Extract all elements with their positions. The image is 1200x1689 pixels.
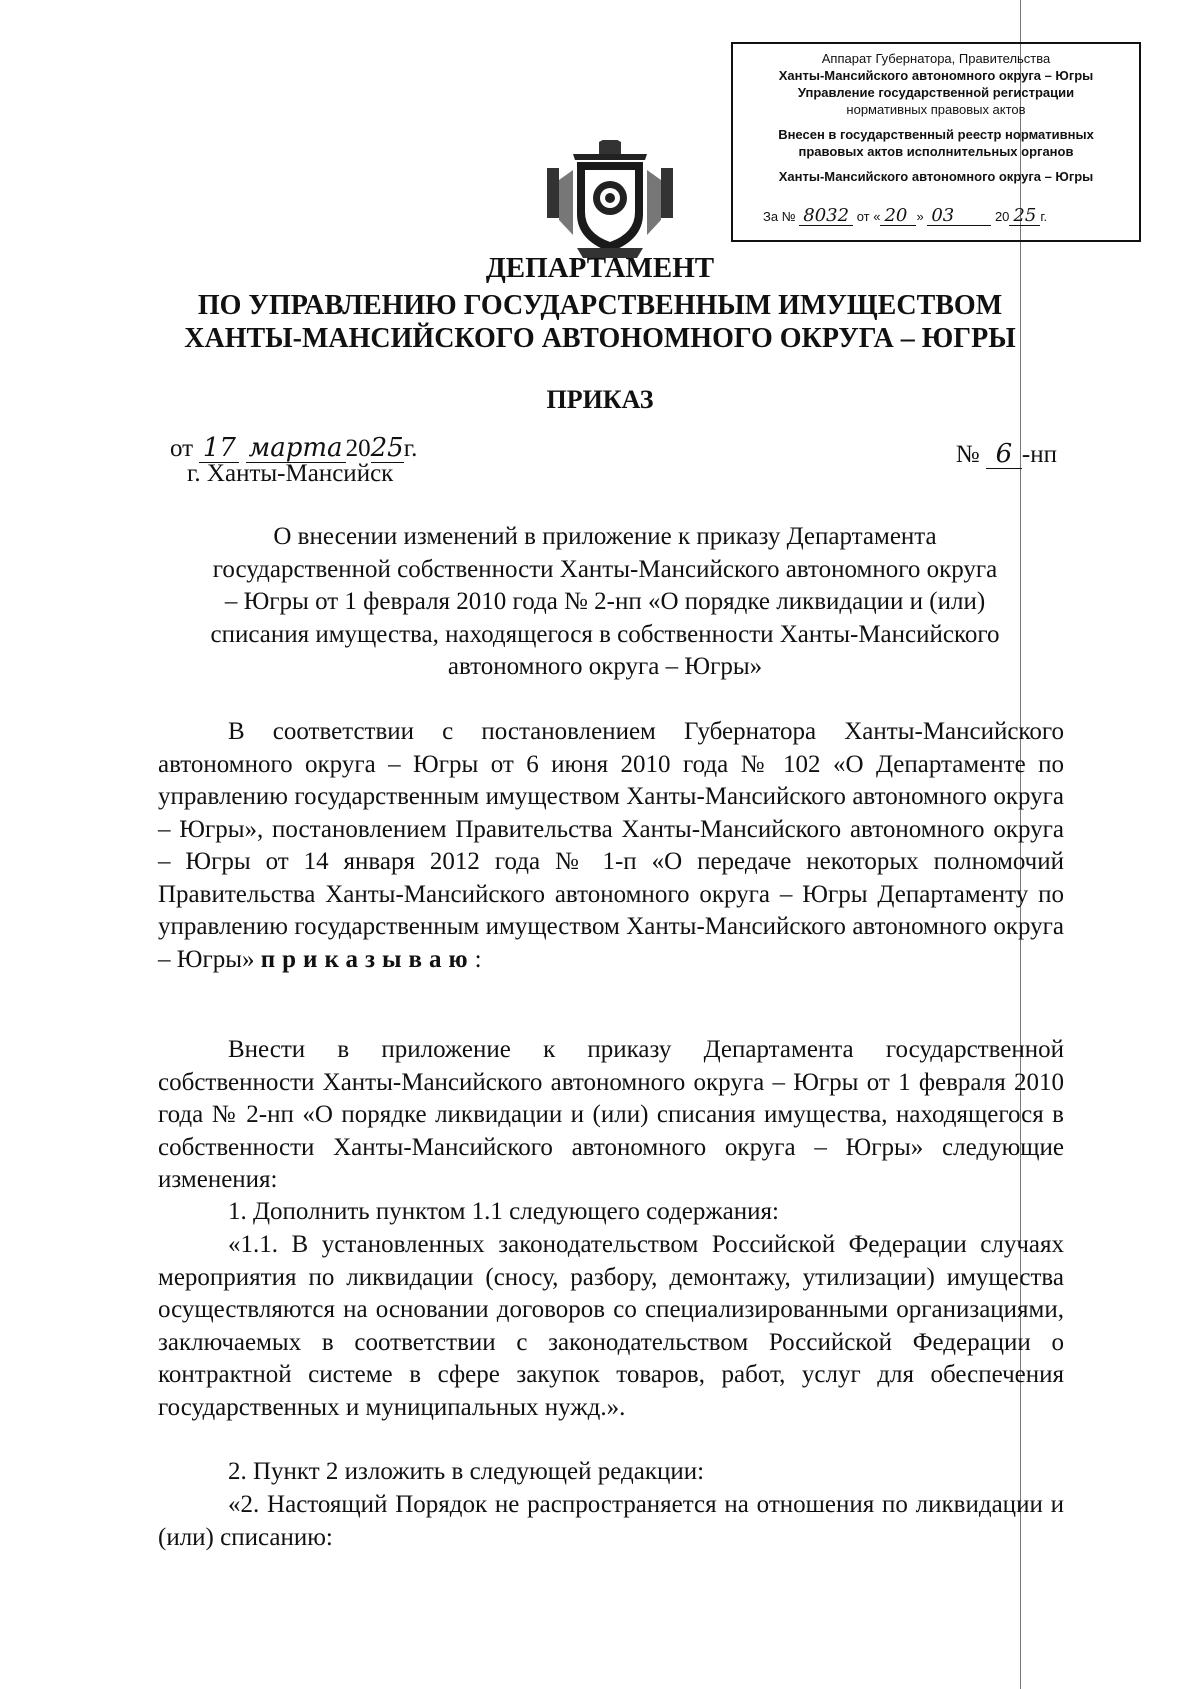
stamp-reg-mid: » [916, 209, 924, 224]
order-word: приказываю [260, 945, 475, 973]
stamp-registration-line [763, 207, 1131, 226]
department-region: ХАНТЫ-МАНСИЙСКОГО АВТОНОМНОГО ОКРУГА – ЮГРЫ [184, 323, 1016, 354]
document-date [170, 434, 417, 463]
date-day: 17 [199, 434, 239, 463]
stamp-reg-day: 20 [880, 207, 916, 226]
document-city: г. Ханты-Мансийск [187, 460, 394, 487]
item-1-text: «1.1. В установленных законодательством Российской Федерации случаях мероприятия по ликвидации (сносу, разбору, демонтажу, утилизации) имущества осуществляются на основании договоров со специализированными организациями, заключаемых в соответствии с законодательством Российской Федерации о контрактной системе в сфере закупок товаров, работ, услуг для обеспечения государственных и муниципальных нужд.». [158, 1231, 1064, 1421]
document-type: ПРИКАЗ [546, 385, 654, 414]
number-suffix: -нп [1021, 441, 1057, 468]
stamp-reg-year-prefix: 20 [994, 209, 1010, 224]
stamp-reg-from: от « [856, 209, 881, 224]
registration-stamp [731, 42, 1141, 242]
date-suffix: г. [403, 435, 418, 462]
stamp-reg-suffix: г. [1040, 209, 1048, 224]
document-number [956, 440, 1057, 469]
date-year-prefix: 20 [345, 435, 371, 462]
item-1-heading: 1. Дополнить пунктом 1.1 следующего содержания: [228, 1198, 779, 1225]
stamp-line: Ханты-Мансийского автономного округа – Югры [778, 169, 1094, 184]
order-colon: : [474, 945, 482, 973]
number-prefix: № [955, 441, 980, 468]
department-title: ДЕПАРТАМЕНТ [485, 252, 715, 284]
stamp-line: Аппарат Губернатора, Правительства [821, 51, 1051, 66]
stamp-reg-number: 8032 [799, 207, 853, 226]
department-subtitle: ПО УПРАВЛЕНИЮ ГОСУДАРСТВЕННЫМ ИМУЩЕСТВОМ [197, 290, 1003, 321]
stamp-line: Ханты-Мансийского автономного округа – Югры [778, 68, 1094, 83]
document-subject: О внесении изменений в приложение к приказу Департамента государственной собственности Ханты-Мансийского автономного округа – Югры от 1 февраля 2010 года № 2-нп «О порядке ликвидации и (или) списания имущества, находящегося в собственности Ханты-Мансийского автономного округа – Югры» [210, 523, 1000, 680]
date-year: 25 [370, 433, 404, 463]
date-prefix: от [170, 435, 194, 462]
stamp-reg-month: 03 [927, 207, 991, 226]
stamp-reg-prefix: За № [763, 209, 796, 224]
intro-paragraph: Внести в приложение к приказу Департамента государственной собственности Ханты-Мансийского автономного округа – Югры от 1 февраля 2010 года № 2-нп «О порядке ликвидации и (или) списания имущества, находящегося в собственности Ханты-Мансийского автономного округа – Югры» следующие изменения: [158, 1036, 1064, 1193]
preamble-text: В соответствии с постановлением Губернатора Ханты-Мансийского автономного округа – Югры от 6 июня 2010 года № 102 «О Департаменте по управлению государственным имуществом Ханты-Мансийского автономного округа – Югры», постановлением Правительства Ханты-Мансийского автономного округа – Югры от 14 января 2012 года № 1-п «О передаче некоторых полномочий Правительства Ханты-Мансийского автономного округа – Югры Департаменту по управлению государственным имуществом Ханты-Мансийского автономного округа – Югры» [158, 718, 1064, 973]
date-month: марта [246, 434, 346, 463]
stamp-line: Управление государственной регистрации [797, 85, 1075, 100]
item-2-text: «2. Настоящий Порядок не распространяется на отношения по ликвидации и (или) списанию: [158, 1491, 1064, 1551]
stamp-line: правовых актов исполнительных органов [798, 144, 1074, 159]
stamp-reg-year: 25 [1009, 207, 1040, 226]
item-2-heading: 2. Пункт 2 изложить в следующей редакции: [228, 1458, 705, 1485]
preamble-paragraph [158, 716, 1064, 976]
stamp-line: Внесен в государственный реестр нормативных [778, 127, 1094, 142]
stamp-line: нормативных правовых актов [846, 102, 1026, 117]
coat-of-arms-icon [547, 140, 673, 258]
number-value: 6 [986, 440, 1022, 469]
